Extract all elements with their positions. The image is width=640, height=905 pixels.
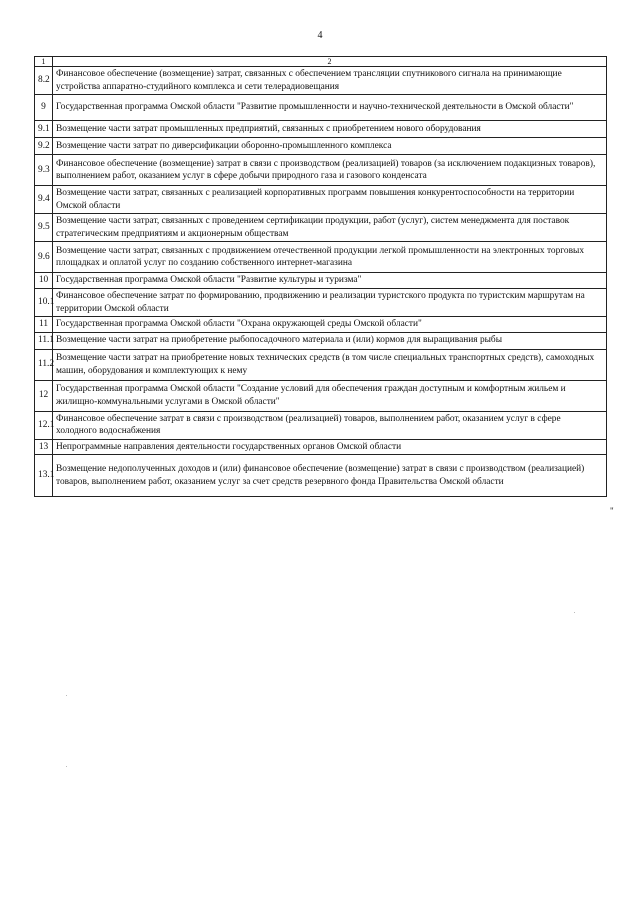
table-row (35, 121, 607, 138)
subsidy-table (34, 56, 607, 497)
row-description: Государственная программа Омской области "Развитие промышленности и научно-технической деятельности в Омской области" (53, 95, 607, 121)
row-number: 9.3 (35, 155, 53, 186)
table-row (35, 411, 607, 439)
row-number: 9.2 (35, 138, 53, 155)
page-number: 4 (317, 30, 323, 41)
scan-speck (574, 612, 575, 613)
row-description: Государственная программа Омской области "Создание условий для обеспечения граждан доступным и комфортным жильем и жилищно-коммунальными услугами в Омской области" (53, 380, 607, 411)
table-row (35, 439, 607, 455)
row-number: 12 (35, 380, 53, 411)
row-number: 11.1 (35, 332, 53, 349)
row-description: Возмещение недополученных доходов и (или) финансовое обеспечение (возмещение) затрат в связи с производством (реализацией) товаров, выполнением работ, оказанием услуг за счет средств резервного фонда Правительства Омской области (53, 455, 607, 497)
row-number: 8.2 (35, 67, 53, 95)
row-description: Финансовое обеспечение затрат по формированию, продвижению и реализации туристского продукта по туристским маршрутам на территории Омской области (53, 289, 607, 317)
scan-speck (66, 695, 67, 696)
row-number: 13 (35, 439, 53, 455)
table-row (35, 455, 607, 497)
column-description-header: 2 (53, 57, 607, 67)
row-number: 9.5 (35, 214, 53, 242)
row-description: Финансовое обеспечение затрат в связи с производством (реализацией) товаров, выполнением работ, оказанием услуг в сфере холодного водоснабжения (53, 411, 607, 439)
closing-quote-mark: " (610, 506, 614, 516)
row-description: Непрограммные направления деятельности государственных органов Омской области (53, 439, 607, 455)
row-description: Возмещение части затрат промышленных предприятий, связанных с приобретением нового оборудования (53, 121, 607, 138)
row-number: 10 (35, 273, 53, 289)
row-description: Государственная программа Омской области "Развитие культуры и туризма" (53, 273, 607, 289)
row-description: Государственная программа Омской области "Охрана окружающей среды Омской области" (53, 317, 607, 333)
table-row (35, 67, 607, 95)
column-number-header: 1 (35, 57, 53, 67)
row-description: Возмещение части затрат, связанных с проведением сертификации продукции, работ (услуг), систем менеджмента для поставок стратегическим предприятиям и акционерным обществам (53, 214, 607, 242)
table-row (35, 273, 607, 289)
table-row (35, 95, 607, 121)
table-row (35, 186, 607, 214)
row-number: 11.2 (35, 349, 53, 380)
row-number: 10.1 (35, 289, 53, 317)
table-row (35, 380, 607, 411)
row-description: Возмещение части затрат на приобретение рыбопосадочного материала и (или) кормов для выращивания рыбы (53, 332, 607, 349)
row-description: Возмещение части затрат, связанных с продвижением отечественной продукции легкой промышленности на электронных торговых площадках и оплатой услуг по созданию собственного интернет-магазина (53, 242, 607, 273)
row-number: 9 (35, 95, 53, 121)
table-header-row (35, 57, 607, 67)
row-description: Возмещение части затрат по диверсификации оборонно-промышленного комплекса (53, 138, 607, 155)
table-row (35, 242, 607, 273)
row-number: 9.1 (35, 121, 53, 138)
row-description: Возмещение части затрат, связанных с реализацией корпоративных программ повышения конкурентоспособности на территории Омской области (53, 186, 607, 214)
row-description: Финансовое обеспечение (возмещение) затрат в связи с производством (реализацией) товаров (за исключением подакцизных товаров), выполнением работ, оказанием услуг в сфере добычи природного газа и газового конденсата (53, 155, 607, 186)
row-number: 9.4 (35, 186, 53, 214)
row-number: 12.1 (35, 411, 53, 439)
table-row (35, 214, 607, 242)
row-description: Возмещение части затрат на приобретение новых технических средств (в том числе специальных транспортных средств), самоходных машин, оборудования и комплектующих к нему (53, 349, 607, 380)
row-number: 13.1 (35, 455, 53, 497)
row-description: Финансовое обеспечение (возмещение) затрат, связанных с обеспечением трансляции спутникового сигнала на принимающие устройства аппаратно-студийного комплекса и сети телерадиовещания (53, 67, 607, 95)
table-row (35, 289, 607, 317)
scan-speck (66, 766, 67, 767)
table-row (35, 332, 607, 349)
row-number: 9.6 (35, 242, 53, 273)
row-number: 11 (35, 317, 53, 333)
table-row (35, 349, 607, 380)
table-row (35, 317, 607, 333)
table-row (35, 155, 607, 186)
table-row (35, 138, 607, 155)
